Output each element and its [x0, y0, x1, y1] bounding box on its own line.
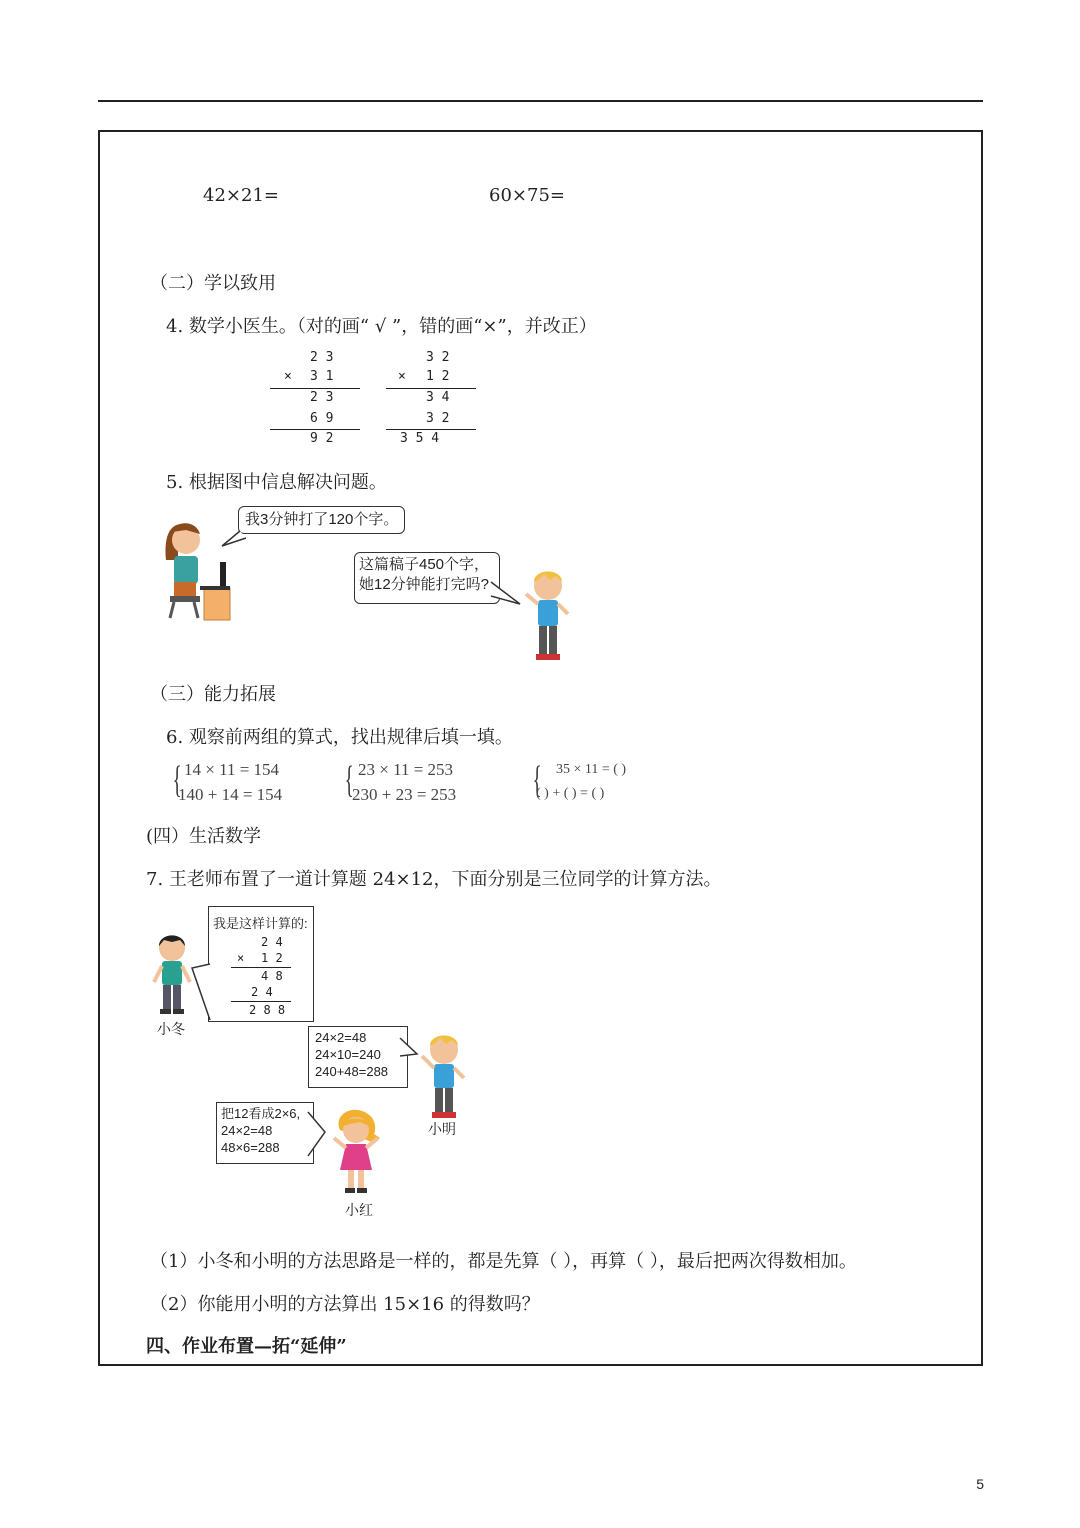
brace-2: {	[344, 759, 354, 801]
xiaoming-line3: 240+48=288	[315, 1064, 389, 1079]
exercise-42x21: 42×21=	[203, 185, 279, 206]
calc2-row3: 3 4	[426, 390, 450, 405]
question-4: 4. 数学小医生。（对的画“ √ ”，错的画“×”，并改正）	[166, 316, 597, 337]
xiaodong-r4: 2 4	[251, 985, 273, 999]
xiaohong-line2: 24×2=48	[221, 1123, 273, 1138]
xiaohong-illustration	[330, 1108, 382, 1200]
calc2-row2: 1 2	[426, 369, 450, 384]
girl-speech-bubble: 我3分钟打了120个字。	[238, 506, 405, 534]
brace-3: {	[532, 759, 542, 801]
question-6: 6. 观察前两组的算式，找出规律后填一填。	[166, 727, 513, 748]
calc1-row5: 9 2	[310, 431, 334, 446]
question-7: 7. 王老师布置了一道计算题 24×12，下面分别是三位同学的计算方法。	[146, 869, 722, 890]
xiaohong-bubble-tail	[307, 1110, 329, 1160]
calc2-row4: 3 2	[426, 411, 450, 426]
xiaoming-line1: 24×2=48	[315, 1030, 367, 1045]
xiaodong-r1: 2 4	[261, 935, 283, 949]
xiaohong-line1: 把12看成2×6,	[221, 1106, 301, 1121]
xiaoming-illustration	[418, 1030, 468, 1120]
pattern-2b: 230 + 23 = 253	[352, 785, 457, 804]
xiaodong-r5: 2 8 8	[249, 1003, 286, 1017]
xiaoming-box	[308, 1026, 408, 1088]
boy-illustration	[522, 566, 572, 664]
exercise-60x75: 60×75=	[489, 185, 565, 206]
calc2-op: ×	[398, 369, 406, 384]
brace-1: {	[172, 759, 182, 801]
xiaodong-label: 我是这样计算的:	[213, 916, 308, 931]
pattern-3b: ( ) + ( ) = ( )	[536, 786, 605, 801]
xiaoming-line2: 24×10=240	[315, 1047, 381, 1062]
xiaodong-r3: 4 8	[261, 969, 283, 983]
xiaodong-name: 小冬	[157, 1021, 185, 1037]
pattern-1b: 140 + 14 = 154	[178, 785, 283, 804]
homework-heading: 四、作业布置—拓“延伸”	[146, 1336, 347, 1357]
xiaodong-op: ×	[237, 951, 245, 965]
xiaohong-line3: 48×6=288	[221, 1140, 280, 1155]
section-title-4: (四）生活数学	[146, 826, 262, 847]
pattern-3a: 35 × 11 = ( )	[556, 762, 627, 777]
section-title-3: （三）能力拓展	[150, 684, 276, 705]
section-title-2: （二）学以致用	[150, 273, 276, 294]
xiaohong-box	[216, 1102, 314, 1164]
xiaodong-r2: 1 2	[261, 951, 283, 965]
calc2-row5: 3 5 4	[400, 431, 440, 446]
calc1-row2: 3 1	[310, 369, 334, 384]
calc2-row1: 3 2	[426, 350, 450, 365]
xiaoming-name: 小明	[428, 1121, 456, 1137]
girl-bubble-tail	[220, 530, 250, 550]
boy-speech-bubble: 这篇稿子450个字，她12分钟能打完吗?	[354, 552, 500, 604]
calc1-row4: 6 9	[310, 411, 334, 426]
calc1-row3: 2 3	[310, 390, 334, 405]
question-5: 5. 根据图中信息解决问题。	[166, 472, 387, 493]
xiaodong-box	[208, 906, 314, 1022]
boy-bubble-tail	[490, 576, 524, 608]
pattern-1a: 14 × 11 = 154	[184, 760, 280, 779]
pattern-2a: 23 × 11 = 253	[358, 760, 454, 779]
page-number: 5	[976, 1476, 984, 1492]
xiaodong-illustration	[150, 930, 194, 1020]
question-7-sub1: （1）小冬和小明的方法思路是一样的，都是先算（ ），再算（ ），最后把两次得数相加。	[150, 1251, 857, 1272]
xiaodong-bubble-tail	[190, 962, 212, 1022]
vertical-calc-1	[270, 350, 362, 450]
vertical-calc-2	[386, 350, 478, 450]
calc1-row1: 2 3	[310, 350, 334, 365]
calc1-op: ×	[284, 369, 292, 384]
header-rule	[98, 100, 983, 102]
question-7-sub2: （2）你能用小明的方法算出 15×16 的得数吗？	[150, 1294, 540, 1315]
xiaohong-name: 小红	[345, 1202, 373, 1218]
